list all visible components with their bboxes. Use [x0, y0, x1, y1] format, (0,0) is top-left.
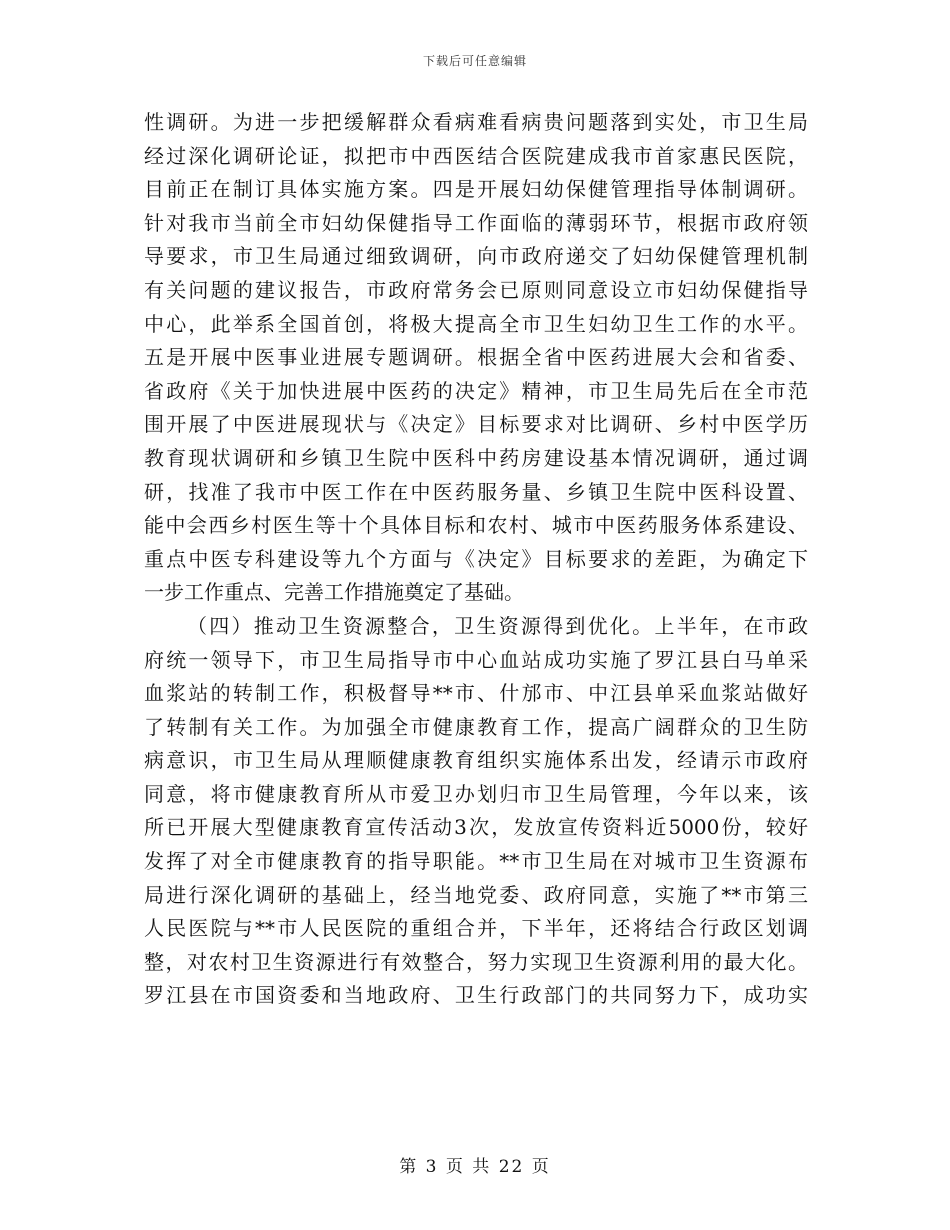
body-line: 针对我市当前全市妇幼保健指导工作面临的薄弱环节，根据市政府领 — [144, 210, 808, 235]
document-body — [144, 106, 808, 1013]
body-line: 有关问题的建议报告，市政府常务会已原则同意设立市妇幼保健指导 — [144, 277, 808, 302]
body-line: 性调研。为进一步把缓解群众看病难看病贵问题落到实处，市卫生局 — [144, 110, 808, 134]
body-line: 导要求，市卫生局通过细致调研，向市政府递交了妇幼保健管理机制 — [144, 244, 808, 269]
body-line: 能中会西乡村医生等十个具体目标和农村、城市中医药服务体系建设、 — [144, 513, 808, 538]
body-line: 教育现状调研和乡镇卫生院中医科中药房建设基本情况调研，通过调 — [144, 445, 808, 470]
body-line: 围开展了中医进展现状与《决定》目标要求对比调研、乡村中医学历 — [144, 412, 808, 437]
body-line: 研，找准了我市中医工作在中医药服务量、乡镇卫生院中医科设置、 — [144, 479, 808, 504]
body-line: 局进行深化调研的基础上，经当地党委、政府同意，实施了**市第三 — [144, 882, 808, 907]
body-line: 一步工作重点、完善工作措施奠定了基础。 — [144, 580, 524, 605]
body-line: 血浆站的转制工作，积极督导**市、什邡市、中江县单采血浆站做好 — [144, 681, 808, 706]
body-line: 重点中医专科建设等九个方面与《决定》目标要求的差距，为确定下 — [144, 546, 808, 571]
body-line: 罗江县在市国资委和当地政府、卫生行政部门的共同努力下，成功实 — [144, 983, 808, 1008]
body-line: 同意，将市健康教育所从市爱卫办划归市卫生局管理，今年以来，该 — [144, 781, 808, 806]
page-header: 下载后可任意编辑 — [422, 54, 527, 68]
body-line: 人民医院与**市人民医院的重组合并，下半年，还将结合行政区划调 — [144, 916, 808, 941]
body-line: 目前正在制订具体实施方案。四是开展妇幼保健管理指导体制调研。 — [144, 177, 808, 202]
body-line: 了转制有关工作。为加强全市健康教育工作，提高广阔群众的卫生防 — [144, 714, 808, 739]
body-line: 五是开展中医事业进展专题调研。根据全省中医药进展大会和省委、 — [144, 345, 808, 370]
body-line: 经过深化调研论证，拟把市中西医结合医院建成我市首家惠民医院， — [144, 143, 808, 168]
section-heading-line: （四）推动卫生资源整合，卫生资源得到优化。上半年，在市政 — [187, 613, 808, 638]
body-line: 发挥了对全市健康教育的指导职能。**市卫生局在对城市卫生资源布 — [144, 849, 808, 874]
body-line: 省政府《关于加快进展中医药的决定》精神，市卫生局先后在全市范 — [144, 378, 808, 403]
body-line: 府统一领导下，市卫生局指导市中心血站成功实施了罗江县白马单采 — [144, 647, 808, 672]
body-line: 中心，此举系全国首创，将极大提高全市卫生妇幼卫生工作的水平。 — [144, 311, 808, 336]
page-footer: 第 3 页 共 22 页 — [399, 1157, 551, 1177]
body-line: 整，对农村卫生资源进行有效整合，努力实现卫生资源利用的最大化。 — [144, 949, 808, 974]
body-line: 所已开展大型健康教育宣传活动3次，发放宣传资料近5000份，较好 — [144, 815, 808, 840]
body-line: 病意识，市卫生局从理顺健康教育组织实施体系出发，经请示市政府 — [144, 748, 808, 773]
